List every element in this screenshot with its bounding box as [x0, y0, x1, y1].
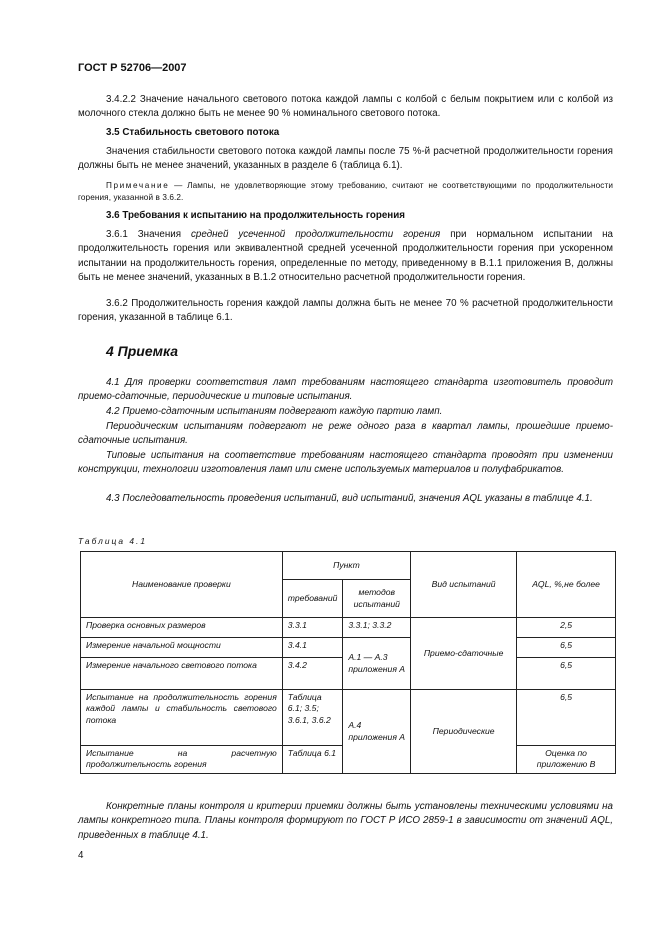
row-name: Измерение начального светового потока [81, 658, 283, 690]
note-3-5 [78, 180, 613, 205]
table-row [81, 638, 616, 658]
p361-start: 3.6.1 Значения [106, 229, 192, 240]
paragraph-3-5: Значения стабильности светового потока каждой лампы после 75 %-й расчетной продолжительности горения должны быть не менее значений, указанных в разделе 6 (таблица 6.1). [78, 146, 613, 172]
row-aql: Оценка по приложению В [517, 746, 616, 774]
paragraph-4-2-type: Типовые испытания на соответствие требованиям настоящего стандарта проводят при изменении конструкции, технологии изготовления ламп или смене используемых материалов и полуфабрикатов. [78, 450, 613, 476]
row-req: 3.4.2 [282, 658, 343, 690]
header-punkt: Пункт [282, 552, 410, 580]
p361-italic-term: средней усеченной продолжительности горения [191, 229, 441, 240]
paragraph-3-6-1 [78, 228, 613, 286]
header-type: Вид испытаний [411, 552, 517, 618]
note-text: — Лампы, не удовлетворяющие этому требованию, считают не соответствующими по продолжительности горения, указанной в 3.6.2. [78, 181, 613, 203]
table-row [81, 618, 616, 638]
table-header-row [81, 552, 616, 580]
heading-3-6: 3.6 Требования к испытанию на продолжительность горения [106, 210, 405, 221]
type-group-acceptance: Приемо-сдаточные [411, 618, 517, 690]
row-name: Испытание на расчетную продолжительность горения [81, 746, 283, 774]
row-aql: 6,5 [517, 638, 616, 658]
table-4-1 [80, 551, 616, 774]
paragraph-4-2: 4.2 Приемо-сдаточным испытаниям подвергают каждую партию ламп. [106, 406, 443, 417]
page-number: 4 [78, 850, 84, 861]
section-4-heading: 4 Приемка [106, 343, 179, 359]
header-methods: методов испытаний [343, 580, 411, 618]
row-aql: 6,5 [517, 690, 616, 746]
paragraph-3-6-2: 3.6.2 Продолжительность горения каждой лампы должна быть не менее 70 % расчетной продолжительности горения, указанной в таблице 6.1. [78, 298, 613, 324]
row-aql: 6,5 [517, 658, 616, 690]
p361-end: при нормальном испытании на продолжительность горения или эквивалентной средней усеченной продолжительности горения при ускоренном испытании на продолжительность горения, определенные по методу, приведенному в В.1.1 приложения В, должны быть не менее значений, указанных в В.1.2 относительно расчетной продолжительности горения. [78, 229, 613, 284]
row-req: Таблица 6.1; 3.5; 3.6.1, 3.6.2 [282, 690, 343, 746]
row-method: 3.3.1; 3.3.2 [343, 618, 411, 638]
row-req: Таблица 6.1 [282, 746, 343, 774]
header-aql: AQL, %,не более [517, 552, 616, 618]
note-label: Примечание [106, 181, 170, 190]
paragraph-4-3: 4.3 Последовательность проведения испытаний, вид испытаний, значения AQL указаны в таблице 4.1. [106, 493, 593, 504]
closing-paragraph: Конкретные планы контроля и критерии приемки должны быть установлены техническими условиями на лампы конкретного типа. Планы контроля формируют по ГОСТ Р ИСО 2859-1 в зависимости от значений AQL, приведенных в таблице 4.1. [78, 801, 613, 841]
header-name: Наименование проверки [81, 552, 283, 618]
table-row [81, 690, 616, 746]
paragraph-4-2-periodic: Периодическим испытаниям подвергают не реже одного раза в квартал лампы, прошедшие приемо-сдаточные испытания. [78, 421, 613, 447]
paragraph-4-1: 4.1 Для проверки соответствия ламп требованиям настоящего стандарта изготовитель проводит приемо-сдаточные, периодические и типовые испытания. [78, 377, 613, 403]
header-requirements: требований [282, 580, 343, 618]
table-caption: Таблица 4.1 [78, 536, 148, 546]
document-header: ГОСТ Р 52706—2007 [78, 62, 187, 74]
heading-3-5: 3.5 Стабильность светового потока [106, 127, 280, 138]
row-name: Испытание на продолжительность горения каждой лампы и стабильность светового потока [81, 690, 283, 746]
paragraph-3-4-2-2: 3.4.2.2 Значение начального светового потока каждой лампы с колбой с белым покрытием или с колбой из молочного стекла должно быть не менее 90 % номинального светового потока. [78, 94, 613, 120]
method-group-a: А.1 — А.3 приложения А [343, 638, 411, 690]
row-req: 3.3.1 [282, 618, 343, 638]
row-aql: 2,5 [517, 618, 616, 638]
method-group-b: А.4 приложения А [343, 690, 411, 774]
row-req: 3.4.1 [282, 638, 343, 658]
row-name: Проверка основных размеров [81, 618, 283, 638]
row-name: Измерение начальной мощности [81, 638, 283, 658]
type-group-periodic: Периодические [411, 690, 517, 774]
